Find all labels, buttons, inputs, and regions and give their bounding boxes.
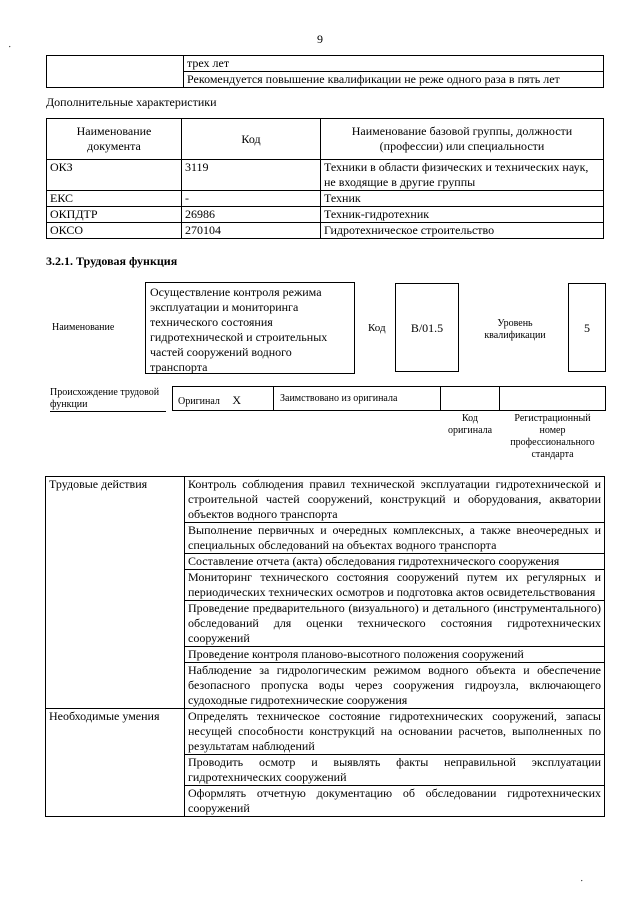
original-label: Оригинал: [178, 396, 220, 407]
table-cell: Наблюдение за гидрологическим режимом водного объекта и обеспечение безопасного пропуска воды через сооружения гидроузла, включающего судоходные гидротехнические сооружения: [185, 663, 605, 709]
table-cell: -: [182, 191, 321, 207]
table-row: [47, 191, 604, 207]
column-header: Наименование документа: [47, 119, 182, 160]
table-cell: Проведение контроля планово-высотного положения сооружений: [185, 647, 605, 663]
reg-number-caption: Регистрационный номер профессионального стандарта: [510, 413, 595, 460]
table-cell: ОКСО: [47, 223, 182, 239]
table-cell: [47, 56, 184, 72]
section-heading: 3.2.1. Трудовая функция: [46, 254, 178, 268]
table-cell: Определять техническое состояние гидротехнических сооружений, запасы несущей способности конструкций на основании расчетов, выполненных по результатам наблюдений: [185, 709, 605, 755]
scan-mark-right: ⋅: [580, 876, 584, 887]
column-header: Код: [182, 119, 321, 160]
table-cell: 26986: [182, 207, 321, 223]
code-original-caption: Код оригинала: [447, 413, 493, 436]
table-cell: 3119: [182, 160, 321, 191]
table-cell: Проводить осмотр и выявлять факты неправильной эксплуатации гидротехнических сооружений: [185, 755, 605, 786]
function-name-box: [145, 282, 355, 374]
function-name: Осуществление контроля режима эксплуатации и мониторинга технического состояния гидротехнической и строительных частей сооружений водного транспорта: [150, 285, 328, 374]
original-box: [172, 386, 274, 411]
table-cell: Техник-гидротехник: [321, 207, 604, 223]
code-original-box: [440, 386, 500, 411]
table-cell: трех лет: [184, 56, 604, 72]
table-row: [47, 207, 604, 223]
table-row: [46, 477, 605, 523]
function-code-box: [395, 283, 459, 372]
table-cell: ЕКС: [47, 191, 182, 207]
scan-mark-left: ⋅: [8, 42, 12, 53]
qualification-level-box: [568, 283, 606, 372]
origin-underline: [50, 411, 166, 412]
borrowed-box: [273, 386, 441, 411]
reg-number-box: [499, 386, 606, 411]
additional-table: [46, 118, 604, 239]
table-cell: [47, 72, 184, 88]
column-header: Наименование базовой группы, должности (профессии) или специальности: [321, 119, 604, 160]
table-row: [47, 223, 604, 239]
labor-functions-table: [45, 476, 605, 817]
table-cell: Гидротехническое строительство: [321, 223, 604, 239]
table-cell: Техники в области физических и технических наук, не входящие в другие группы: [321, 160, 604, 191]
table-cell: ОКПДТР: [47, 207, 182, 223]
table-cell: Составление отчета (акта) обследования гидротехнического сооружения: [185, 554, 605, 570]
table-cell: Мониторинг технического состояния сооружений путем их регулярных и периодических технических осмотров и подготовка актов освидетельствования: [185, 570, 605, 601]
page-number: 9: [317, 32, 323, 46]
code-label: Код: [368, 322, 386, 334]
origin-label: Происхождение трудовой функции: [50, 387, 160, 410]
table-cell: ОКЗ: [47, 160, 182, 191]
level-label: Уровень квалификации: [484, 318, 546, 341]
table-cell: Рекомендуется повышение квалификации не реже одного раза в пять лет: [184, 72, 604, 88]
table-row: [47, 160, 604, 191]
table-cell: Выполнение первичных и очередных комплексных, а также внеочередных и специальных обследований на объектах водного транспорта: [185, 523, 605, 554]
table-cell: Техник: [321, 191, 604, 207]
table-cell: Проведение предварительного (визуального) и детального (инструментального) обследований для оценки технического состояния гидротехнических сооружений: [185, 601, 605, 647]
qualification-table: [46, 55, 604, 88]
additional-title: Дополнительные характеристики: [46, 95, 217, 109]
table-cell: 270104: [182, 223, 321, 239]
table-header-row: [47, 119, 604, 160]
original-mark: X: [232, 393, 242, 407]
borrowed-label: Заимствовано из оригинала: [280, 393, 398, 404]
table-cell: Контроль соблюдения правил технической эксплуатации гидротехнической и строительной частей сооружений, конструкций и оборудования, акватории объектов водного транспорта: [185, 477, 605, 523]
section-label: Необходимые умения: [46, 709, 185, 817]
section-label: Трудовые действия: [46, 477, 185, 709]
name-label: Наименование: [52, 322, 115, 333]
table-row: [46, 709, 605, 755]
table-cell: Оформлять отчетную документацию об обследовании гидротехнических сооружений: [185, 786, 605, 817]
table-row: [47, 72, 604, 88]
function-code: В/01.5: [410, 321, 444, 335]
table-row: [47, 56, 604, 72]
qualification-level: 5: [584, 321, 590, 335]
